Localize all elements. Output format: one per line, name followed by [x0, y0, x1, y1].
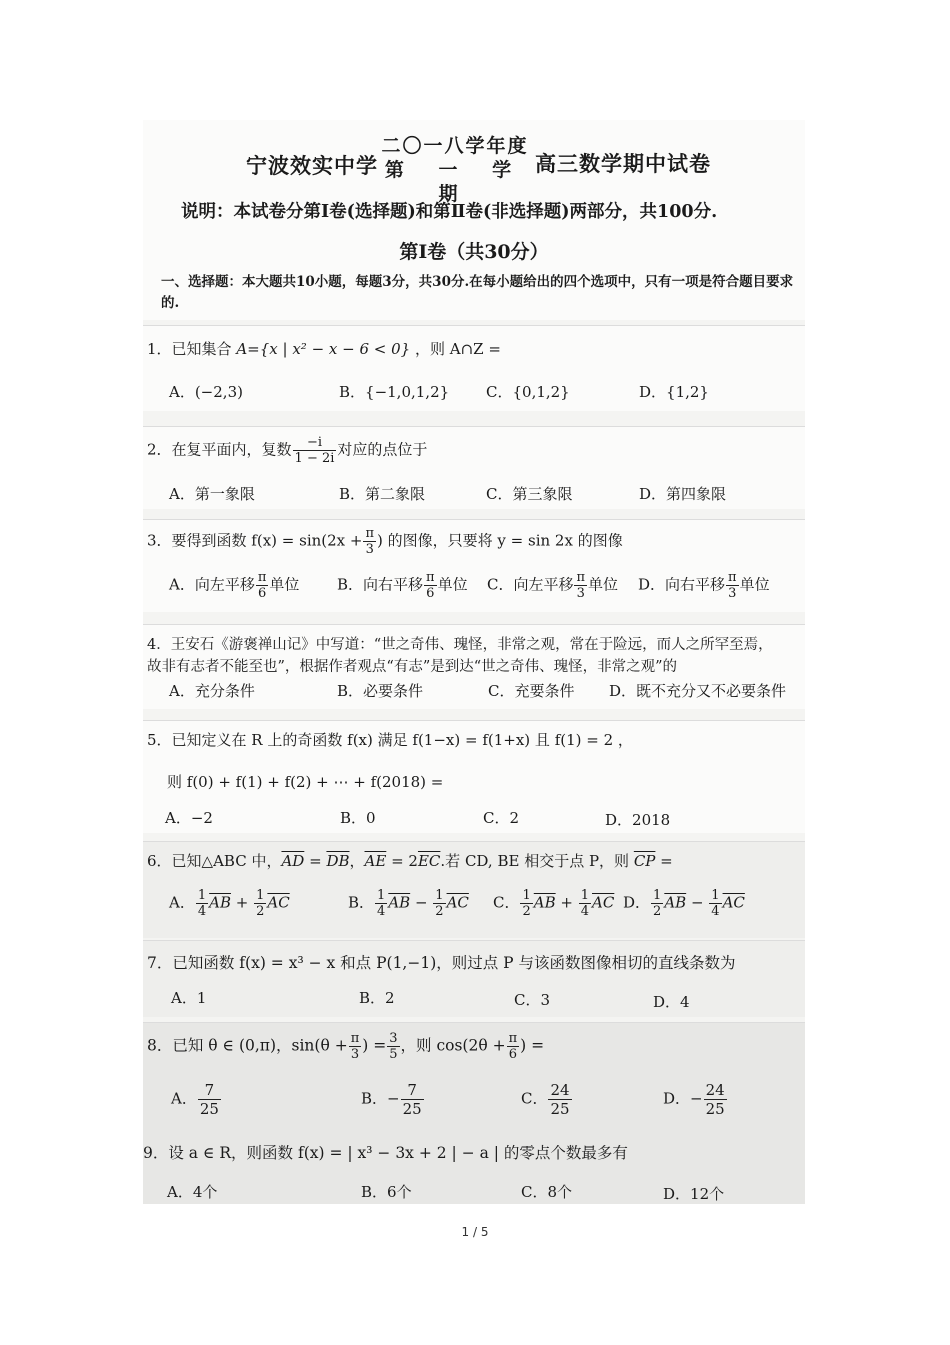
q6-d-ab: $\overline{AB}$	[664, 893, 687, 912]
q8-frac2	[387, 1031, 399, 1062]
q8-d-label: D．	[663, 1089, 691, 1108]
q6-b-d1: 4	[377, 904, 386, 919]
q7-option-b[interactable]: B．2	[359, 989, 395, 1007]
q4-option-d[interactable]: D．既不充分又不必要条件	[609, 682, 787, 700]
q6-c-d1: 2	[522, 904, 531, 919]
q3-option-c[interactable]	[487, 570, 618, 601]
q6-eq1: =	[304, 852, 327, 870]
school-name: 宁波效实中学	[246, 153, 378, 178]
q3-option-a[interactable]	[169, 570, 299, 601]
q3-num: π	[365, 526, 375, 541]
q6-c-label: C．	[493, 893, 520, 912]
q8-d-frac	[704, 1081, 727, 1118]
question-8-9-block	[143, 1022, 805, 1204]
q6-d-n1: 1	[653, 888, 662, 903]
q9-option-a[interactable]: A．4个	[167, 1183, 218, 1201]
exam-note: 说明：本试卷分第Ⅰ卷(选择题)和第Ⅱ卷(非选择题)两部分，共100分.	[181, 202, 718, 222]
q6-d-n2: 1	[711, 888, 720, 903]
q8-c-label: C．	[521, 1089, 548, 1108]
q3-a-num: π	[257, 570, 267, 585]
q5-option-d[interactable]: D．2018	[605, 811, 671, 829]
question-2-stem	[147, 435, 427, 466]
q6-b-ab: $\overline{AB}$	[388, 893, 411, 912]
q8-option-c[interactable]	[521, 1081, 573, 1118]
part-title: 第Ⅰ卷（共30分）	[399, 241, 549, 263]
q5-line-2: 则 f(0) + f(1) + f(2) + ⋯ + f(2018) =	[167, 773, 444, 791]
q1-option-a[interactable]: A．(−2,3)	[169, 383, 243, 401]
q2-option-a[interactable]: A．第一象限	[169, 485, 255, 503]
q5-option-b[interactable]: B．0	[340, 809, 376, 827]
q2-label: 2．在复平面内，复数	[147, 440, 292, 459]
q8-frac3-num: π	[508, 1031, 518, 1046]
q4-line-1: 4．王安石《游褒禅山记》中写道：“世之奇伟、瑰怪，非常之观，常在于险远，而人之所罕至焉，	[147, 637, 773, 653]
q7-option-a[interactable]: A．1	[171, 989, 207, 1007]
q6-b-ac: $\overline{AC}$	[446, 893, 469, 912]
q8-a-den: 25	[199, 1100, 219, 1118]
q6-option-c[interactable]	[493, 888, 614, 919]
q3-option-b[interactable]	[337, 570, 468, 601]
q3-tail: ) 的图像，只要将 y = sin 2x 的图像	[377, 531, 623, 550]
q3-c-pre: C．向左平移	[487, 575, 574, 594]
q6-vec-db: $\overline{DB}$	[326, 852, 350, 870]
q8-frac2-den: 5	[389, 1047, 398, 1062]
q3-c-num: π	[576, 570, 586, 585]
q3-b-den: 6	[426, 586, 435, 601]
q1-option-c[interactable]: C．{0,1,2}	[486, 383, 570, 401]
q6-a-label: A．	[169, 893, 195, 912]
q3-c-frac	[574, 570, 587, 601]
q6-a-ac: $\overline{AC}$	[267, 893, 290, 912]
q6-c-d2: 4	[580, 904, 590, 919]
q2-den: 1 − 2i	[294, 451, 335, 466]
q6-c-n2: 1	[580, 888, 590, 903]
q8-option-b[interactable]	[361, 1081, 425, 1118]
q6-b-n2: 1	[435, 888, 444, 903]
q3-b-pre: B．向右平移	[337, 575, 424, 594]
q6-a-ab: $\overline{AB}$	[209, 893, 231, 912]
q6-b-n1: 1	[377, 888, 386, 903]
q8-frac3	[507, 1031, 520, 1062]
q8-frac1	[349, 1031, 362, 1062]
q7-option-c[interactable]: C．3	[514, 991, 551, 1009]
q5-option-a[interactable]: A．−2	[165, 809, 213, 827]
q6-d-ac: $\overline{AC}$	[722, 893, 745, 912]
q3-b-num: π	[426, 570, 435, 585]
q6-vec-cp: $\overline{CP}$	[633, 852, 656, 870]
q3-d-num: π	[728, 570, 737, 585]
section-instructions: 一、选择题：本大题共10小题，每题3分，共30分.在每小题给出的四个选项中，只有一项是符合题目要求的.	[161, 274, 794, 311]
q8-end: ) =	[520, 1036, 545, 1055]
q8-mid: ) =	[362, 1036, 387, 1055]
q8-a-label: A．	[171, 1089, 197, 1108]
q3-b-post: 单位	[437, 575, 468, 594]
q6-vec-ae: $\overline{AE}$	[364, 852, 387, 870]
year-line-1: 二〇一八学年度	[381, 135, 529, 157]
q4-option-c[interactable]: C．充要条件	[488, 682, 575, 700]
q6-a-frac2	[254, 888, 266, 919]
q6-c-op: +	[555, 893, 578, 912]
exam-sheet	[143, 120, 805, 1203]
exam-name: 高三数学期中试卷	[535, 151, 711, 176]
q8-b-label: B．	[361, 1089, 388, 1108]
q8-b-neg: −	[387, 1089, 400, 1108]
q3-b-frac	[424, 570, 437, 601]
question-6	[143, 841, 805, 938]
q4-line-2: 故非有志者不能至也”，根据作者观点“有志”是到达“世之奇伟、瑰怪，非常之观”的	[147, 659, 678, 675]
q9-stem: 9．设 a ∈ R，则函数 f(x) = | x³ − 3x + 2 | − a | 的零点个数最多有	[143, 1144, 628, 1162]
q2-option-b[interactable]: B．第二象限	[339, 485, 426, 503]
q8-stem	[147, 1031, 544, 1062]
q6-d-d2: 4	[711, 904, 720, 919]
q4-option-a[interactable]: A．充分条件	[169, 682, 255, 700]
q3-label: 3．要得到函数 f(x) = sin(2x +	[147, 531, 363, 550]
q6-b-d2: 2	[435, 904, 444, 919]
q8-c-num: 24	[550, 1081, 570, 1099]
q3-den: 3	[365, 542, 374, 557]
q5-line-1: 5．已知定义在 R 上的奇函数 f(x) 满足 f(1−x) = f(1+x) 且 f(1) = 2 ，	[147, 731, 633, 749]
q6-b-frac2	[433, 888, 445, 919]
q6-eq2: = 2	[386, 852, 418, 870]
q8-option-a[interactable]	[171, 1081, 222, 1118]
q7-option-d[interactable]: D．4	[653, 993, 690, 1011]
page-number: 1 / 5	[461, 1225, 489, 1239]
title-row	[143, 134, 805, 205]
q6-a-frac1	[196, 888, 208, 919]
q4-option-b[interactable]: B．必要条件	[337, 682, 424, 700]
q6-vec-ad: $\overline{AD}$	[281, 852, 305, 870]
question-4	[143, 624, 805, 709]
q6-pre: 6．已知△ABC 中，	[147, 852, 282, 870]
question-3-stem	[147, 526, 623, 557]
question-1	[143, 325, 805, 411]
q8-pre: 8．已知 θ ∈ (0,π)，sin(θ +	[147, 1036, 348, 1055]
question-1-stem	[147, 338, 501, 359]
q6-d-op: −	[686, 893, 709, 912]
q6-sep: ，	[349, 852, 365, 870]
question-3	[143, 519, 805, 612]
q1-label: 1．已知集合	[147, 340, 232, 358]
q8-a-num: 7	[198, 1081, 221, 1100]
school-year	[375, 134, 535, 206]
q8-frac1-num: π	[350, 1031, 360, 1046]
q3-d-pre: D．向右平移	[638, 575, 726, 594]
q9-option-b[interactable]: B．6个	[361, 1183, 412, 1201]
q6-option-b[interactable]	[348, 888, 469, 919]
q8-frac2-num: 3	[389, 1031, 398, 1046]
q2-num: −i	[293, 435, 337, 451]
q3-option-d[interactable]	[638, 570, 770, 601]
question-7	[143, 940, 805, 1017]
q3-d-post: 单位	[739, 575, 770, 594]
q6-c-ab: $\overline{AB}$	[533, 893, 556, 912]
q2-fraction	[293, 435, 337, 466]
q1-tail: ，则 A∩Z =	[414, 340, 501, 358]
q6-b-label: B．	[348, 893, 375, 912]
q6-end: =	[655, 852, 673, 870]
q3-fraction	[363, 526, 376, 557]
q8-d-neg: −	[690, 1089, 703, 1108]
q8-frac1-den: 3	[350, 1047, 360, 1062]
question-6-stem	[147, 850, 673, 871]
q1-option-d[interactable]: D．{1,2}	[639, 383, 709, 401]
q8-option-d[interactable]	[663, 1081, 728, 1118]
q8-b-den: 25	[402, 1100, 422, 1118]
q8-c-den: 25	[550, 1100, 570, 1118]
q8-mid2: ，则 cos(2θ +	[400, 1036, 506, 1055]
q7-stem: 7．已知函数 f(x) = x³ − x 和点 P(1,−1)，则过点 P 与该函数图像相切的直线条数为	[147, 954, 736, 972]
q6-a-d1: 4	[197, 904, 207, 919]
q5-option-c[interactable]: C．2	[483, 809, 520, 827]
q1-option-b[interactable]: B．{−1,0,1,2}	[339, 383, 450, 401]
q6-d-frac2	[709, 888, 721, 919]
q6-option-a[interactable]	[169, 888, 290, 919]
q6-a-op: +	[230, 893, 254, 912]
q6-b-op: −	[410, 893, 433, 912]
q6-c-ac: $\overline{AC}$	[592, 893, 615, 912]
q9-option-d[interactable]: D．12个	[663, 1185, 725, 1203]
q3-a-pre: A．向左平移	[169, 575, 255, 594]
q6-c-frac2	[579, 888, 591, 919]
q6-b-frac1	[375, 888, 387, 919]
q6-d-frac1	[651, 888, 663, 919]
question-2	[143, 426, 805, 509]
q3-c-post: 单位	[588, 575, 619, 594]
q8-b-num: 7	[401, 1081, 424, 1100]
q6-tail: .若 CD, BE 相交于点 P，则	[440, 852, 634, 870]
q8-c-frac	[548, 1081, 571, 1118]
q6-a-n2: 1	[256, 888, 265, 903]
q2-option-c[interactable]: C．第三象限	[486, 485, 573, 503]
q6-vec-ec: $\overline{EC}$	[417, 852, 441, 870]
q6-a-n1: 1	[197, 888, 207, 903]
exam-header	[143, 120, 805, 320]
q1-math: A={x | x² − x − 6 < 0}	[236, 340, 411, 358]
q8-a-frac	[198, 1081, 221, 1118]
q3-d-frac	[726, 570, 739, 601]
q8-frac3-den: 6	[508, 1047, 517, 1062]
q6-c-frac1	[520, 888, 532, 919]
q3-a-den: 6	[257, 586, 267, 601]
q3-c-den: 3	[576, 586, 585, 601]
q2-option-d[interactable]: D．第四象限	[639, 485, 727, 503]
q8-b-frac	[401, 1081, 424, 1118]
q2-tail: 对应的点位于	[337, 440, 428, 459]
q6-c-n1: 1	[522, 888, 531, 903]
q3-a-frac	[256, 570, 269, 601]
q6-a-d2: 2	[256, 904, 265, 919]
q3-a-post: 单位	[269, 575, 300, 594]
q6-d-label: D．	[623, 893, 651, 912]
q6-option-d[interactable]	[623, 888, 745, 919]
q3-d-den: 3	[728, 586, 737, 601]
q6-d-d1: 2	[653, 904, 662, 919]
q8-d-den: 25	[705, 1100, 725, 1118]
year-line-2: 第 一 学 期	[384, 159, 526, 205]
q8-d-num: 24	[705, 1081, 725, 1099]
question-5	[143, 720, 805, 833]
q9-option-c[interactable]: C．8个	[521, 1183, 573, 1201]
